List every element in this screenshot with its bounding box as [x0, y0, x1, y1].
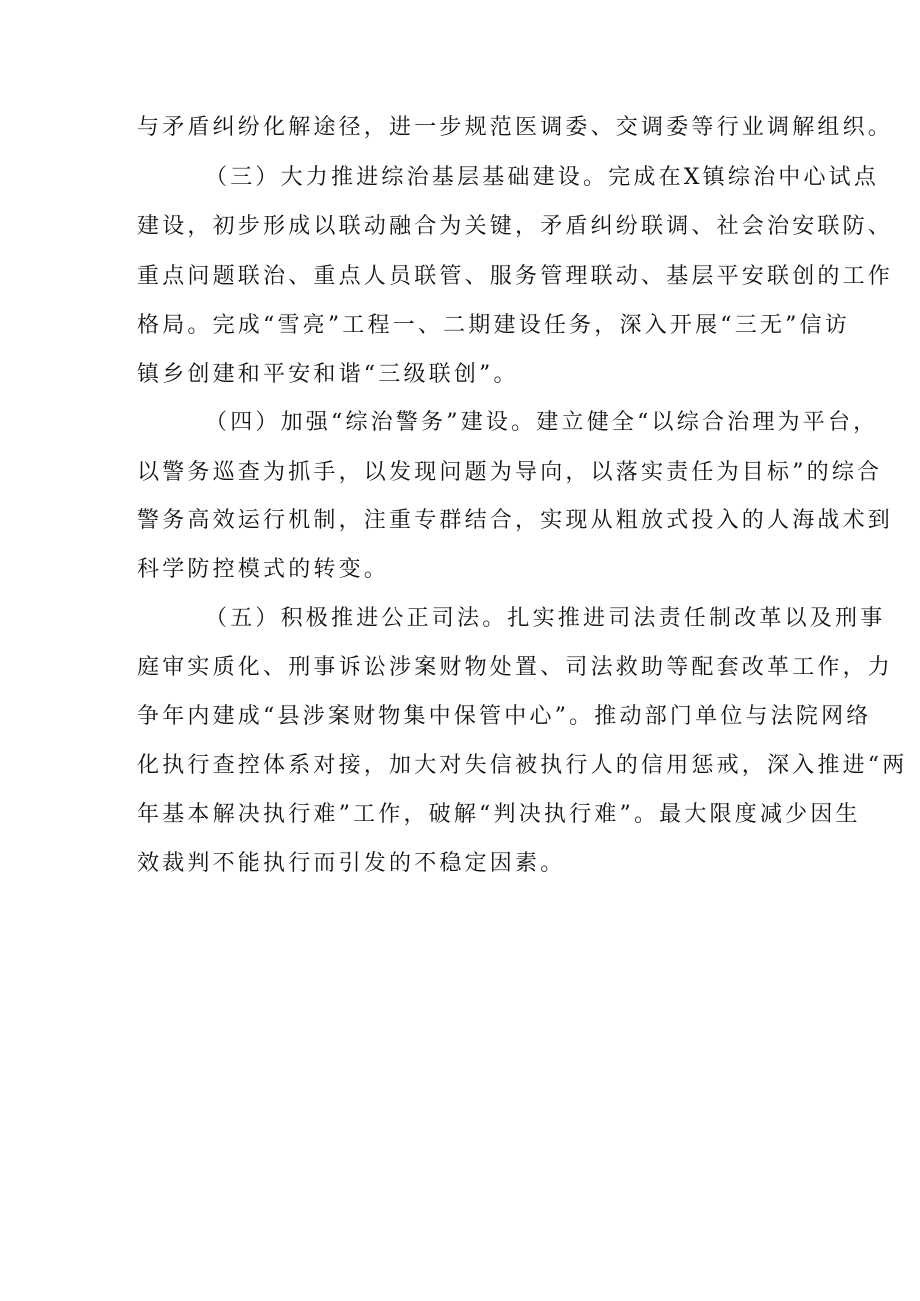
text-line: 建设，初步形成以联动融合为关键，矛盾纠纷联调、社会治安联防、 — [137, 214, 894, 239]
text-line: 以警务巡查为抓手，以发现问题为导向，以落实责任为目标”的综合 — [137, 460, 883, 485]
paragraph-heading-3: （三）大力推进综治基层基础建设。完成在X镇综治中心试点 — [205, 165, 880, 190]
text-line: 科学防控模式的转变。 — [137, 557, 390, 582]
text-line: 庭审实质化、刑事诉讼涉案财物处置、司法救助等配套改革工作，力 — [137, 655, 894, 680]
text-line: 年基本解决执行难”工作，破解“判决执行难”。最大限度减少因生 — [137, 802, 861, 827]
paragraph-heading-4: （四）加强“综治警务”建设。建立健全“以综合治理为平台， — [205, 410, 879, 435]
text-line: 镇乡创建和平安和谐“三级联创”。 — [137, 362, 519, 387]
text-line: 争年内建成“县涉案财物集中保管中心”。推动部门单位与法院网络 — [137, 704, 872, 729]
text-line: 与矛盾纠纷化解途径，进一步规范医调委、交调委等行业调解组织。 — [137, 115, 894, 140]
paragraph-heading-5: （五）积极推进公正司法。扎实推进司法责任制改革以及刑事 — [205, 606, 886, 631]
text-line: 化执行查控体系对接，加大对失信被执行人的信用惩戒，深入推进“两 — [137, 753, 908, 778]
text-line: 警务高效运行机制，注重专群结合，实现从粗放式投入的人海战术到 — [137, 508, 894, 533]
text-line: 重点问题联治、重点人员联管、服务管理联动、基层平安联创的工作 — [137, 264, 894, 289]
text-line: 效裁判不能执行而引发的不稳定因素。 — [137, 851, 566, 876]
text-line: 格局。完成“雪亮”工程一、二期建设任务，深入开展“三无”信访 — [137, 313, 850, 338]
